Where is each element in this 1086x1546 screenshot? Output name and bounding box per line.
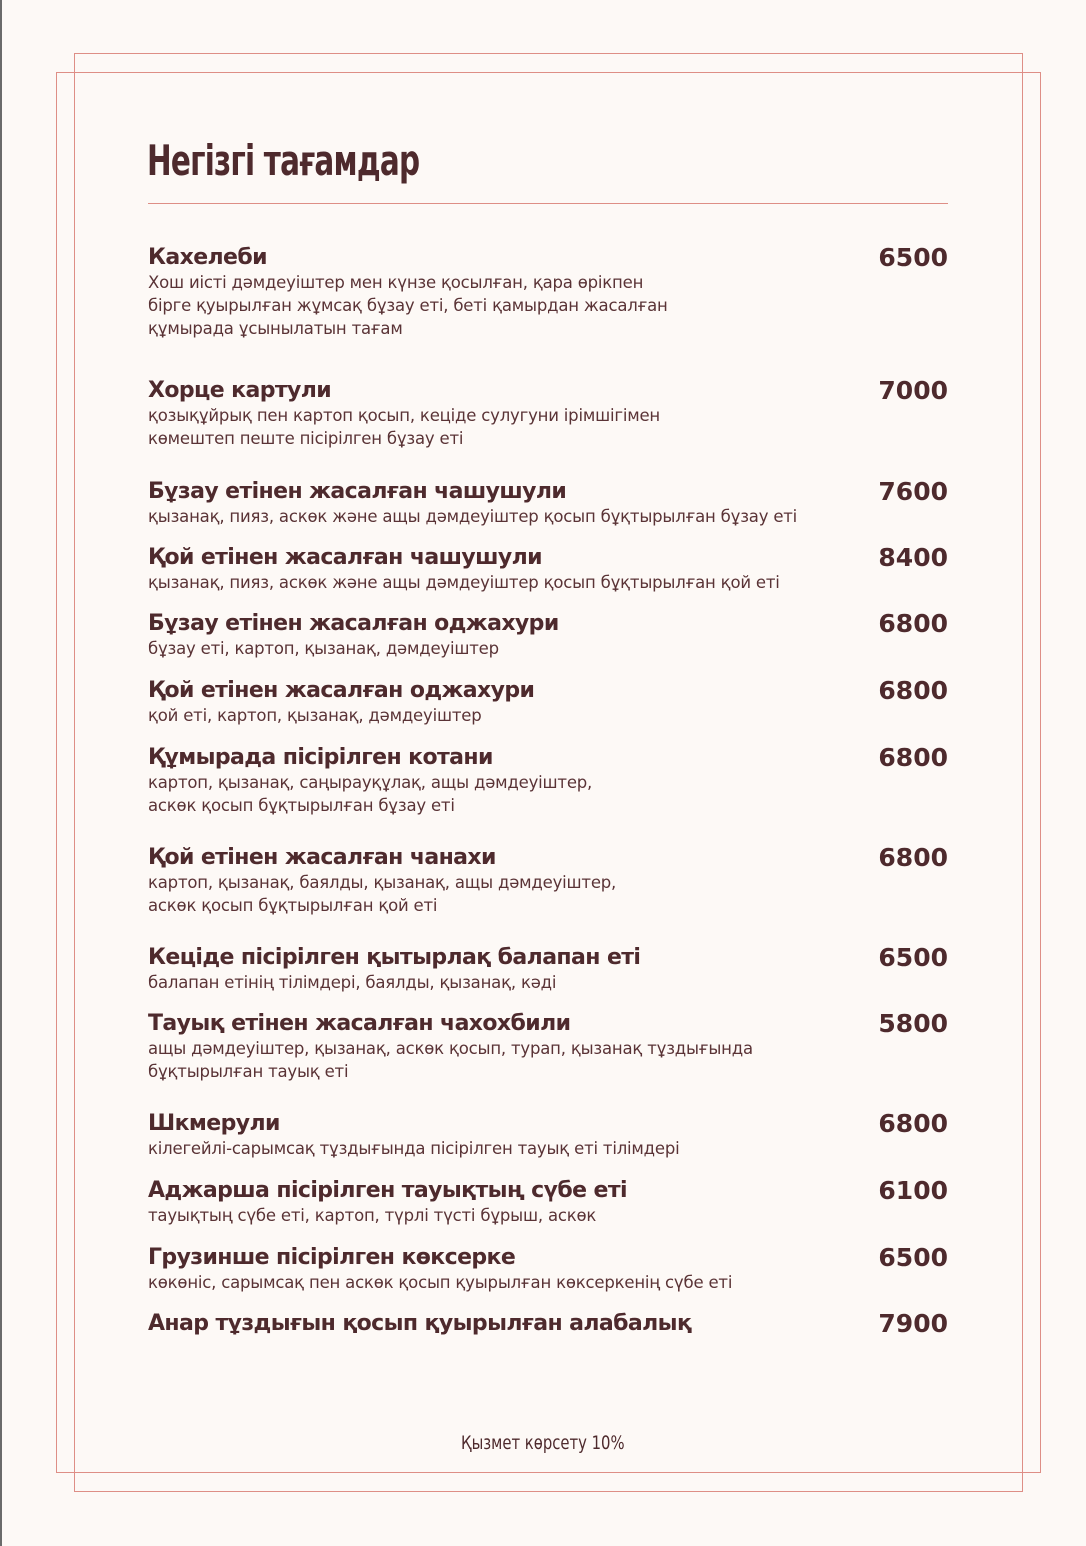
menu-item	[148, 479, 948, 528]
menu-item-name: Қой етінен жасалған оджахури	[148, 678, 535, 703]
menu-item-name: Бұзау етінен жасалған оджахури	[148, 611, 559, 636]
menu-item-description: қызанақ, пияз, аскөк және ащы дәмдеуіштер қосып бұқтырылған қой еті	[148, 573, 780, 592]
menu-item	[148, 1245, 948, 1294]
menu-item-description: қозықұйрық пен картоп қосып, кеціде сулугуни ірімшігімен көмештеп пеште пісірілген бұзау еті	[148, 406, 661, 448]
menu-item-name: Тауық етінен жасалған чахохбили	[148, 1011, 571, 1036]
menu-item-description: картоп, қызанақ, баялды, қызанақ, ащы дәмдеуіштер, аскөк қосып бұқтырылған қой еті	[148, 873, 617, 915]
service-charge-note	[0, 1432, 1086, 1454]
menu-item-name: Грузинше пісірілген көксерке	[148, 1245, 516, 1270]
menu-item-price: 6800	[878, 743, 948, 772]
menu-item-name: Бұзау етінен жасалған чашушули	[148, 479, 567, 504]
menu-item-description: бұзау еті, картоп, қызанақ, дәмдеуіштер	[148, 639, 499, 658]
menu-item-description: кілегейлі-сарымсақ тұздығында пісірілген тауық еті тілімдері	[148, 1139, 680, 1158]
menu-item-price: 5800	[878, 1009, 948, 1038]
menu-item-description: көкөніс, сарымсақ пен аскөк қосып қуырылған көксеркенің сүбе еті	[148, 1273, 733, 1292]
menu-item-price: 6800	[878, 843, 948, 872]
menu-item-price: 6800	[878, 676, 948, 705]
menu-item-price: 6800	[878, 609, 948, 638]
menu-item-price: 6500	[878, 943, 948, 972]
menu-item-name: Кахелеби	[148, 245, 267, 270]
menu-item-description: картоп, қызанақ, саңырауқұлақ, ащы дәмдеуіштер, аскөк қосып бұқтырылған бұзау еті	[148, 773, 593, 815]
menu-item-price: 6500	[878, 243, 948, 272]
menu-item-price: 6500	[878, 1243, 948, 1272]
menu-item	[148, 945, 948, 994]
menu-item-description: қызанақ, пияз, аскөк және ащы дәмдеуіштер қосып бұқтырылған бұзау еті	[148, 507, 798, 526]
menu-item-name: Анар тұздығын қосып қуырылған алабалық	[148, 1311, 692, 1336]
menu-item	[148, 611, 948, 660]
menu-item-name: Хорце картули	[148, 378, 332, 403]
menu-item-description: қой еті, картоп, қызанақ, дәмдеуіштер	[148, 706, 482, 725]
menu-item	[148, 678, 948, 727]
menu-item-name: Қой етінен жасалған чашушули	[148, 545, 542, 570]
service-charge-text: Қызмет көрсету 10%	[461, 1432, 625, 1454]
menu-item	[148, 1111, 948, 1160]
menu-item-price: 7600	[878, 477, 948, 506]
menu-item-description: Хош иісті дәмдеуіштер мен күнзе қосылған, қара өрікпен бірге қуырылған жұмсақ бұзау еті, беті қамырдан жасалған құмырада ұсынылатын тағам	[148, 273, 668, 338]
menu-item	[148, 545, 948, 594]
title-divider	[148, 203, 948, 204]
menu-item-price: 6100	[878, 1176, 948, 1205]
menu-item	[148, 1311, 948, 1337]
menu-item	[148, 378, 948, 450]
page-title: Негізгі тағамдар	[147, 136, 420, 185]
menu-item-name: Аджарша пісірілген тауықтың сүбе еті	[148, 1178, 627, 1203]
menu-item-name: Құмырада пісірілген котани	[148, 745, 493, 770]
left-edge-line	[0, 0, 2, 1546]
menu-item-price: 8400	[878, 543, 948, 572]
menu-item-name: Қой етінен жасалған чанахи	[148, 845, 496, 870]
menu-item	[148, 845, 948, 917]
menu-item	[148, 1011, 948, 1083]
menu-item	[148, 745, 948, 817]
menu-item-price: 6800	[878, 1109, 948, 1138]
menu-item	[148, 1178, 948, 1227]
menu-item-name: Кеціде пісірілген қытырлақ балапан еті	[148, 945, 641, 970]
menu-item-name: Шкмерули	[148, 1111, 280, 1136]
menu-item-description: балапан етінің тілімдері, баялды, қызанақ, кәді	[148, 973, 557, 992]
menu-item-description: тауықтың сүбе еті, картоп, түрлі түсті бұрыш, аскөк	[148, 1206, 597, 1225]
menu-item	[148, 245, 948, 340]
menu-item-price: 7000	[878, 376, 948, 405]
menu-item-price: 7900	[878, 1309, 948, 1338]
menu-item-description: ащы дәмдеуіштер, қызанақ, аскөк қосып, турап, қызанақ тұздығында бұқтырылған тауық еті	[148, 1039, 753, 1081]
